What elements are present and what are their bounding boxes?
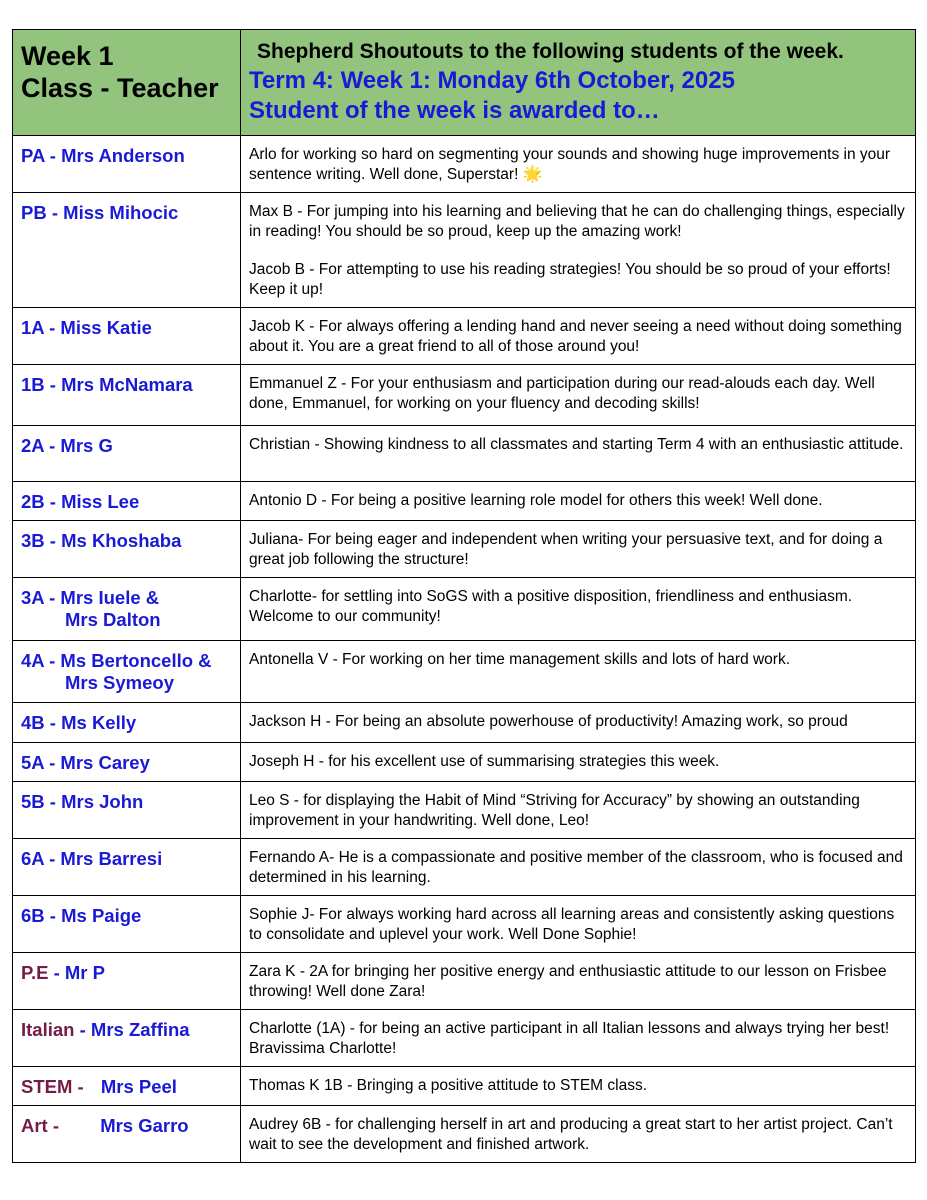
- teacher-name: Mrs Dalton: [65, 609, 161, 630]
- class-code: 1B: [21, 374, 45, 395]
- teacher-name: Mrs Carey: [60, 752, 150, 773]
- header-left-cell: [13, 30, 241, 136]
- class-teacher-cell: [13, 136, 241, 193]
- week-heading: Week 1: [21, 41, 114, 71]
- separator: -: [74, 1019, 91, 1040]
- teacher-name: Mr P: [64, 962, 105, 983]
- award-text-cell: [241, 308, 916, 365]
- class-code: 2B: [21, 491, 45, 512]
- class-teacher-cell: [13, 521, 241, 578]
- teacher-name: Miss Mihocic: [63, 202, 179, 223]
- class-code: 4B: [21, 712, 45, 733]
- class-teacher-heading: Class - Teacher: [21, 73, 219, 103]
- teacher-name: Mrs McNamara: [61, 374, 193, 395]
- separator: -: [44, 145, 62, 166]
- class-code: 2A: [21, 435, 44, 456]
- award-text-cell: [241, 136, 916, 193]
- separator: -: [48, 962, 65, 983]
- award-text: Max B - For jumping into his learning and believing that he can do challenging things, especially in reading! You should be so proud, keep up the amazing work!: [249, 203, 905, 240]
- teacher-name: Mrs Anderson: [61, 145, 185, 166]
- class-code: STEM: [21, 1076, 73, 1097]
- class-code: PB: [21, 202, 47, 223]
- table-row: [13, 1010, 916, 1067]
- separator: -: [44, 530, 62, 551]
- header-right-cell: [241, 30, 916, 136]
- class-teacher-cell: [13, 1010, 241, 1067]
- class-code: 6B: [21, 905, 45, 926]
- award-text: Leo S - for displaying the Habit of Mind “Striving for Accuracy” by showing an outstanding improvement in your handwriting. Well done, Leo!: [249, 792, 860, 829]
- award-text-cell: [241, 839, 916, 896]
- teacher-name: Mrs Garro: [100, 1115, 189, 1136]
- award-text: Arlo for working so hard on segmenting your sounds and showing huge improvements in your sentence writing. Well done, Superstar!: [249, 146, 891, 183]
- table-row: [13, 782, 916, 839]
- class-code: Italian: [21, 1019, 75, 1040]
- student-of-the-week-table: [12, 29, 916, 1163]
- class-code: 4A: [21, 650, 44, 671]
- award-text-cell: [241, 1106, 916, 1163]
- separator: -: [44, 374, 62, 395]
- class-teacher-cell: [13, 1067, 241, 1106]
- award-text: Jacob B - For attempting to use his reading strategies! You should be so proud of your efforts! Keep it up!: [249, 261, 891, 298]
- award-text: Charlotte (1A) - for being an active participant in all Italian lessons and always trying her best! Bravissima Charlotte!: [249, 1020, 890, 1057]
- teacher-name: Ms Khoshaba: [61, 530, 182, 551]
- class-teacher-cell: [13, 1106, 241, 1163]
- class-code: 3A: [21, 587, 44, 608]
- term-heading: Term 4: Week 1: Monday 6th October, 2025: [249, 67, 735, 94]
- class-teacher-cell: [13, 193, 241, 308]
- class-code: P.E: [21, 962, 49, 983]
- class-teacher-cell: [13, 953, 241, 1010]
- award-text-cell: [241, 578, 916, 641]
- teacher-name: Ms Bertoncello &: [60, 650, 212, 671]
- award-text: Juliana- For being eager and independent when writing your persuasive text, and for doing a great job following the structure!: [249, 531, 883, 568]
- award-text: Charlotte- for settling into SoGS with a positive disposition, friendliness and enthusiasm. Welcome to our community!: [249, 588, 853, 625]
- shoutout-heading: Shepherd Shoutouts to the following students of the week.: [257, 40, 844, 63]
- separator: -: [46, 202, 64, 223]
- award-text-cell: [241, 782, 916, 839]
- class-code: 1A: [21, 317, 44, 338]
- separator: -: [44, 905, 62, 926]
- award-text: Joseph H - for his excellent use of summarising strategies this week.: [249, 753, 720, 770]
- award-text: Zara K - 2A for bringing her positive energy and enthusiastic attitude to our lesson on Frisbee throwing! Well done Zara!: [249, 963, 887, 1000]
- header-row: [13, 30, 916, 136]
- class-teacher-cell: [13, 743, 241, 782]
- award-text: Jackson H - For being an absolute powerhouse of productivity! Amazing work, so proud: [249, 713, 848, 730]
- class-code: 5A: [21, 752, 44, 773]
- teacher-name: Mrs John: [61, 791, 144, 812]
- class-code: 5B: [21, 791, 45, 812]
- table-row: [13, 365, 916, 426]
- award-text: Emmanuel Z - For your enthusiasm and participation during our read-alouds each day. Well done, Emmanuel, for working on your fluency and decoding skills!: [249, 375, 875, 412]
- class-code: PA: [21, 145, 45, 166]
- table-row: [13, 482, 916, 521]
- class-teacher-cell: [13, 308, 241, 365]
- teacher-name: Mrs Iuele &: [60, 587, 160, 608]
- table-row: [13, 703, 916, 743]
- class-code: 6A: [21, 848, 44, 869]
- table-row: [13, 308, 916, 365]
- class-teacher-cell: [13, 782, 241, 839]
- award-text-cell: [241, 703, 916, 743]
- separator: -: [44, 491, 62, 512]
- separator: -: [43, 848, 61, 869]
- star-icon: 🌟: [522, 166, 543, 183]
- teacher-name: Mrs Zaffina: [90, 1019, 190, 1040]
- teacher-name: Ms Kelly: [61, 712, 137, 733]
- class-teacher-cell: [13, 365, 241, 426]
- separator: -: [43, 650, 61, 671]
- award-text-cell: [241, 193, 916, 308]
- separator: -: [44, 712, 62, 733]
- table-row: [13, 426, 916, 482]
- award-text: Thomas K 1B - Bringing a positive attitude to STEM class.: [249, 1077, 648, 1094]
- class-teacher-cell: [13, 896, 241, 953]
- class-teacher-cell: [13, 703, 241, 743]
- teacher-name: Mrs Barresi: [60, 848, 163, 869]
- award-text: Audrey 6B - for challenging herself in art and producing a great start to her artist project. Can’t wait to see the development and finished artwork.: [249, 1116, 893, 1153]
- teacher-name: Ms Paige: [61, 905, 142, 926]
- table-row: [13, 839, 916, 896]
- teacher-name: Mrs G: [60, 435, 113, 456]
- award-text: Christian - Showing kindness to all classmates and starting Term 4 with an enthusiastic attitude.: [249, 436, 904, 453]
- separator: -: [47, 1115, 65, 1136]
- award-text: Sophie J- For always working hard across all learning areas and consistently asking questions to consolidate and uplevel your work. Well Done Sophie!: [249, 906, 895, 943]
- award-text-cell: [241, 896, 916, 953]
- teacher-name: Miss Katie: [60, 317, 152, 338]
- award-text: Antonio D - For being a positive learning role model for others this week! Well done.: [249, 492, 823, 509]
- table-row: [13, 641, 916, 703]
- separator: -: [43, 587, 61, 608]
- award-text-cell: [241, 641, 916, 703]
- separator: -: [43, 317, 61, 338]
- table-row: [13, 1067, 916, 1106]
- table-row: [13, 578, 916, 641]
- class-teacher-cell: [13, 641, 241, 703]
- award-heading: Student of the week is awarded to…: [249, 97, 660, 124]
- class-teacher-cell: [13, 578, 241, 641]
- teacher-name: Mrs Symeoy: [65, 672, 174, 693]
- table-row: [13, 1106, 916, 1163]
- table-row: [13, 953, 916, 1010]
- separator: -: [43, 435, 61, 456]
- award-text-cell: [241, 365, 916, 426]
- award-text: Jacob K - For always offering a lending hand and never seeing a need without doing something about it. You are a great friend to all of those around you!: [249, 318, 902, 355]
- award-text-cell: [241, 953, 916, 1010]
- teacher-name: Mrs Peel: [100, 1076, 177, 1097]
- class-code: 3B: [21, 530, 45, 551]
- table-row: [13, 136, 916, 193]
- separator: -: [44, 791, 62, 812]
- separator: -: [72, 1076, 89, 1097]
- table-row: [13, 896, 916, 953]
- award-text: Fernando A- He is a compassionate and positive member of the classroom, who is focused and determined in his learning.: [249, 849, 903, 886]
- teacher-name: Miss Lee: [61, 491, 140, 512]
- class-teacher-cell: [13, 426, 241, 482]
- table-row: [13, 193, 916, 308]
- award-text-cell: [241, 482, 916, 521]
- class-teacher-cell: [13, 839, 241, 896]
- award-text-cell: [241, 521, 916, 578]
- table-row: [13, 521, 916, 578]
- class-teacher-cell: [13, 482, 241, 521]
- class-code: Art: [21, 1115, 48, 1136]
- award-text-cell: [241, 1010, 916, 1067]
- award-text-cell: [241, 426, 916, 482]
- table-row: [13, 743, 916, 782]
- separator: -: [43, 752, 61, 773]
- award-text-cell: [241, 1067, 916, 1106]
- award-text-cell: [241, 743, 916, 782]
- award-text: Antonella V - For working on her time management skills and lots of hard work.: [249, 651, 791, 668]
